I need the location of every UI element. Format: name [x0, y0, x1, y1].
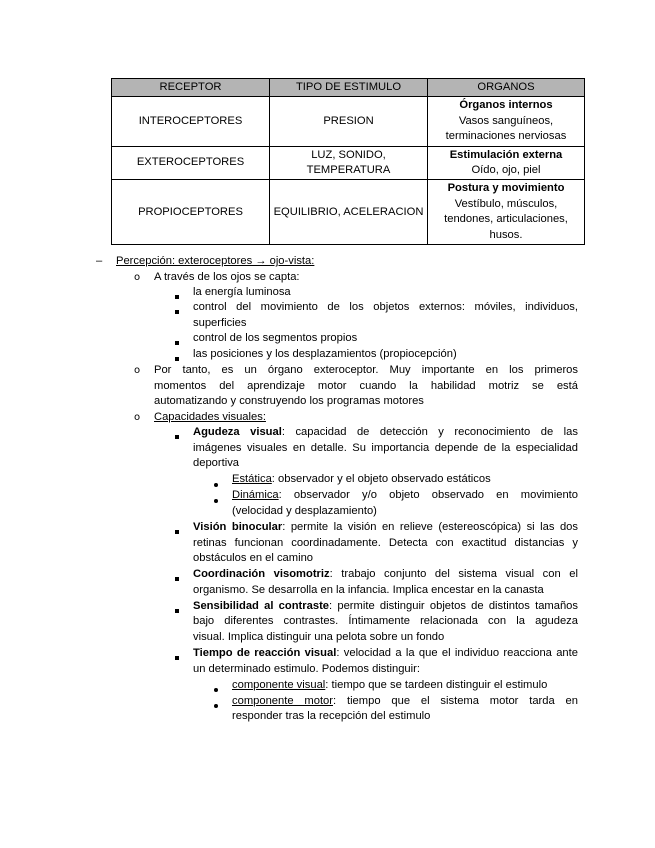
componente-motor-label: componente motor [232, 695, 334, 707]
dinamica-line: (velocidad y desplazamiento) [232, 505, 377, 517]
cell-receptor: EXTEROCEPTORES [112, 146, 270, 180]
square-bullet-icon [175, 289, 179, 305]
receptor-table [111, 78, 585, 245]
cell-receptor: INTEROCEPTORES [112, 97, 270, 146]
coordinacion-label: Coordinación visomotriz [193, 568, 330, 580]
componente-motor-item [232, 694, 578, 710]
list-item: control del movimiento de los objetos externos: móviles, individuos, [193, 301, 578, 313]
organos-text: Vasos sanguíneos, terminaciones nerviosas [445, 114, 567, 143]
agudeza-line: imágenes visuales en detalle. Su importancia depende de la especialidad [193, 442, 578, 454]
componente-motor-line: responder tras la recepción del estimulo [232, 710, 431, 722]
agudeza-line: deportiva [193, 457, 240, 469]
binocular-label: Visión binocular [193, 521, 283, 533]
circle-bullet-icon: o [134, 272, 141, 283]
sensibilidad-line: bajo diferentes contrastes. Íntimamente relacionada con la agudeza [193, 615, 578, 627]
organos-text: Vestíbulo, músculos, tendones, articulaciones, husos. [444, 197, 568, 241]
reaccion-line: un determinado estimulo. Podemos distinguir: [193, 663, 420, 675]
header-organos: ORGANOS [428, 79, 585, 97]
table-row [112, 97, 585, 146]
square-bullet-icon [175, 650, 179, 666]
dinamica-item [232, 488, 578, 504]
reaccion-label: Tiempo de reacción visual [193, 647, 337, 659]
organos-title: Órganos internos [459, 99, 553, 112]
agudeza-label: Agudeza visual [193, 426, 282, 438]
o2-line: Por tanto, es un órgano exteroceptor. Muy importante en los primeros [154, 364, 578, 376]
list-item: la energía luminosa [193, 286, 291, 298]
binocular-line [193, 520, 578, 536]
header-receptor: RECEPTOR [112, 79, 270, 97]
estatica-text: : observador y el objeto observado estáticos [271, 473, 491, 485]
dot-bullet-icon [214, 698, 218, 714]
dash-bullet-icon: – [96, 255, 103, 267]
binocular-line: obstáculos en el camino [193, 552, 314, 564]
table-row [112, 146, 585, 180]
table-row [112, 180, 585, 245]
binocular-text: : permite la visión en relieve (estereoscópica) si las dos [282, 521, 578, 533]
reaccion-text: : velocidad a la que el individuo reacciona ante [336, 647, 578, 659]
list-item-continued: superficies [193, 317, 247, 329]
cell-tipo: LUZ, SONIDO, TEMPERATURA [270, 146, 428, 180]
dot-bullet-icon [214, 477, 218, 493]
sensibilidad-line [193, 599, 578, 615]
organos-title: Postura y movimiento [447, 182, 565, 195]
cell-tipo: PRESION [270, 97, 428, 146]
dot-bullet-icon [214, 493, 218, 509]
o2-line: automatizando y construyendo los programas motores [154, 395, 424, 407]
list-item: control de los segmentos propios [193, 332, 358, 344]
square-bullet-icon [175, 335, 179, 351]
sensibilidad-line: visual. Implica distinguir una pelota sobre un fondo [193, 631, 445, 643]
sensibilidad-label: Sensibilidad al contraste [193, 600, 330, 612]
componente-visual-text: : tiempo que se tardeen distinguir el estimulo [325, 679, 548, 691]
header-tipo-estimulo: TIPO DE ESTIMULO [270, 79, 428, 97]
componente-visual-item [232, 678, 547, 694]
agudeza-text: : capacidad de detección y reconocimiento de las [281, 426, 578, 438]
table-header-row [112, 79, 585, 97]
o1-text: A través de los ojos se capta: [154, 271, 300, 283]
reaccion-line [193, 646, 578, 662]
agudeza-line [193, 425, 578, 441]
square-bullet-icon [175, 524, 179, 540]
capacidades-heading: Capacidades visuales: [154, 411, 266, 423]
dinamica-text: : observador y/o objeto observado en movimiento [278, 489, 578, 501]
circle-bullet-icon: o [134, 365, 141, 376]
square-bullet-icon [175, 571, 179, 587]
dot-bullet-icon [214, 682, 218, 698]
circle-bullet-icon: o [134, 412, 141, 423]
square-bullet-icon [175, 304, 179, 320]
organos-text: Oído, ojo, piel [471, 164, 541, 177]
dinamica-label: Dinámica [232, 489, 279, 501]
square-bullet-icon [175, 603, 179, 619]
cell-organos [428, 146, 585, 180]
cell-receptor: PROPIOCEPTORES [112, 180, 270, 245]
estatica-item [232, 472, 491, 488]
coordinacion-text: : trabajo conjunto del sistema visual con el [329, 568, 578, 580]
o2-line: momentos del aprendizaje motor cuando la habilidad motriz se está [154, 380, 578, 392]
binocular-line: retinas funcionan coordinadamente. Detecta con exactitud distancias y [193, 537, 578, 549]
list-item: las posiciones y los desplazamientos (propiocepción) [193, 348, 457, 360]
cell-organos [428, 97, 585, 146]
coordinacion-line [193, 567, 578, 583]
section-heading: Percepción: exteroceptores → ojo-vista: [116, 255, 315, 267]
estatica-label: Estática [232, 473, 272, 485]
cell-organos [428, 180, 585, 245]
coordinacion-line: organismo. Se desarrolla en la infancia. Implica encestar en la canasta [193, 584, 544, 596]
organos-title: Estimulación externa [449, 148, 563, 161]
componente-visual-label: componente visual [232, 679, 326, 691]
square-bullet-icon [175, 429, 179, 445]
sensibilidad-text: : permite distinguir objetos de distintos tamaños [329, 600, 578, 612]
componente-motor-text: : tiempo que el sistema motor tarda en [333, 695, 579, 707]
cell-tipo: EQUILIBRIO, ACELERACION [270, 180, 428, 245]
